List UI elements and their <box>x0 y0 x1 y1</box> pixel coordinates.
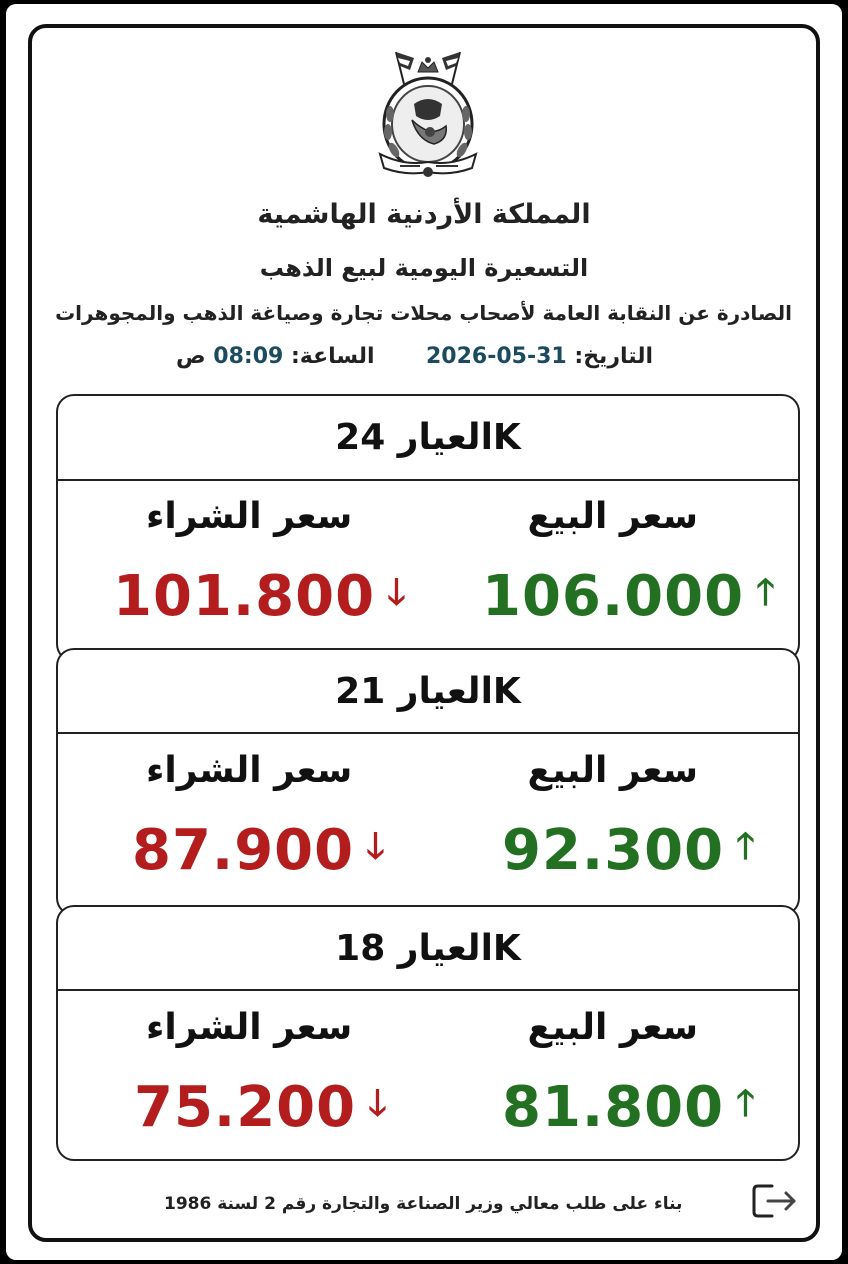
buy-label: سعر الشراء <box>146 750 353 791</box>
karat-card-24k <box>56 394 800 662</box>
sell-label: سعر البيع <box>527 496 698 537</box>
time-label: الساعة: <box>290 344 375 369</box>
buy-price <box>132 818 386 883</box>
sell-price-value: 81.800 <box>502 1075 725 1140</box>
date-value: 2026-05-31 <box>426 344 567 369</box>
buy-label: سعر الشراء <box>146 1007 353 1048</box>
issuer-line: الصادرة عن النقابة العامة لأصحاب محلات تجارة وصياغة الذهب والمجوهرات <box>55 301 792 325</box>
arrow-up-icon: 🡑 <box>756 572 776 613</box>
karat-title: العيار 18K <box>58 907 798 991</box>
sell-price <box>482 564 776 629</box>
sell-price-value: 92.300 <box>502 818 725 883</box>
kingdom-title: المملكة الأردنية الهاشمية <box>257 199 591 230</box>
time-value: 08:09 <box>213 344 284 369</box>
sell-label: سعر البيع <box>527 1007 698 1048</box>
karat-card-21k <box>56 648 800 916</box>
sell-label: سعر البيع <box>527 750 698 791</box>
arrow-down-icon: 🡓 <box>366 826 386 867</box>
arrow-up-icon: 🡑 <box>736 1083 756 1124</box>
karat-title: العيار 21K <box>58 650 798 734</box>
date-label: التاريخ: <box>574 344 654 369</box>
logout-icon[interactable] <box>750 1180 800 1222</box>
arrow-down-icon: 🡓 <box>387 572 407 613</box>
buy-price <box>134 1075 388 1140</box>
karat-title: العيار 24K <box>58 396 798 481</box>
syndicate-emblem-icon <box>374 44 482 180</box>
time-suffix: ص <box>176 344 206 369</box>
time-line <box>176 344 375 380</box>
date-line <box>426 344 653 380</box>
pricing-title: التسعيرة اليومية لبيع الذهب <box>259 254 589 282</box>
app-screen <box>6 4 842 1260</box>
buy-price <box>113 564 407 629</box>
buy-price-value: 101.800 <box>113 564 376 629</box>
sell-price-value: 106.000 <box>482 564 745 629</box>
arrow-down-icon: 🡓 <box>368 1083 388 1124</box>
buy-price-value: 87.900 <box>132 818 355 883</box>
sell-price <box>502 818 756 883</box>
buy-label: سعر الشراء <box>146 496 353 537</box>
buy-price-value: 75.200 <box>134 1075 357 1140</box>
arrow-up-icon: 🡑 <box>736 826 756 867</box>
sell-price <box>502 1075 756 1140</box>
footer-note: بناء على طلب معالي وزير الصناعة والتجارة رقم 2 لسنة 1986 <box>164 1194 683 1214</box>
karat-card-18k <box>56 905 800 1161</box>
